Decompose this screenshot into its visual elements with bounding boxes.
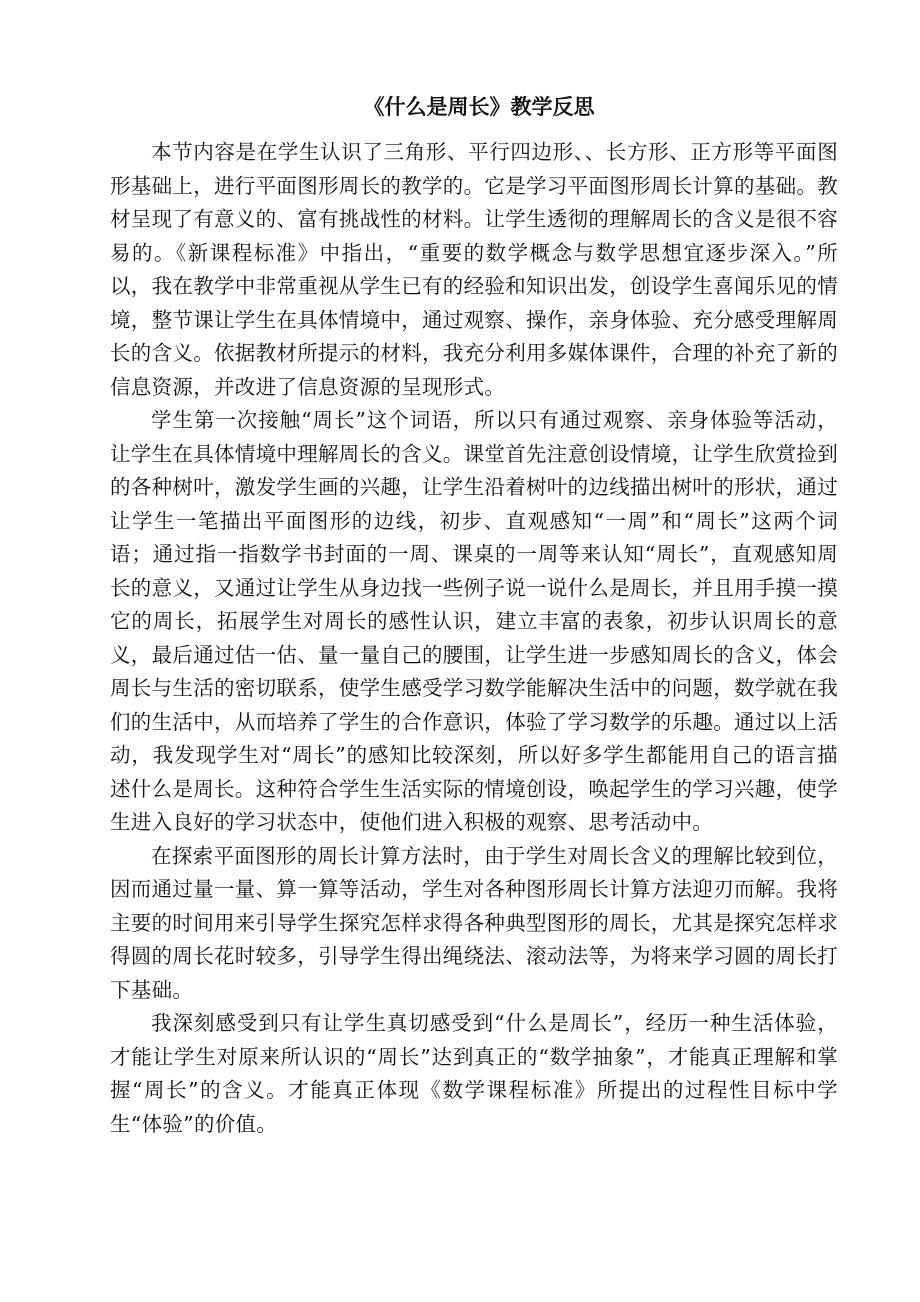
- paragraph-2: 学生第一次接触“周长”这个词语，所以只有通过观察、亲身体验等活动，让学生在具体情境中理解周长的含义。课堂首先注意创设情境，让学生欣赏捡到的各种树叶，激发学生画的兴趣，让学生沿着树叶的边线描出树叶的形状，通过让学生一笔描出平面图形的边线，初步、直观感知“一周”和“周长”这两个词语；通过指一指数学书封面的一周、课桌的一周等来认知“周长”，直观感知周长的意义，又通过让学生从身边找一些例子说一说什么是周长，并且用手摸一摸它的周长，拓展学生对周长的感性认识，建立丰富的表象，初步认识周长的意义，最后通过估一估、量一量自己的腰围，让学生进一步感知周长的含义，体会周长与生活的密切联系，使学生感受学习数学能解决生活中的问题，数学就在我们的生活中，从而培养了学生的合作意识，体验了学习数学的乐趣。通过以上活动，我发现学生对“周长”的感知比较深刻，所以好多学生都能用自己的语言描述什么是周长。这种符合学生生活实际的情境创设，唤起学生的学习兴趣，使学生进入良好的学习状态中，使他们进入积极的观察、思考活动中。: [110, 408, 838, 834]
- paragraph-1: 本节内容是在学生认识了三角形、平行四边形、、长方形、正方形等平面图形基础上，进行平面图形周长的教学的。它是学习平面图形周长计算的基础。教材呈现了有意义的、富有挑战性的材料。让学生透彻的理解周长的含义是很不容易的。《新课程标准》中指出，“重要的数学概念与数学思想宜逐步深入。”所以，我在教学中非常重视从学生已有的经验和知识出发，创设学生喜闻乐见的情境，整节课让学生在具体情境中，通过观察、操作，亲身体验、充分感受理解周长的含义。依据教材所提示的材料，我充分利用多媒体课件，合理的补充了新的信息资源，并改进了信息资源的呈现形式。: [110, 140, 838, 399]
- document-title: 《什么是周长》教学反思: [363, 95, 595, 119]
- paragraph-3: 在探索平面图形的周长计算方法时，由于学生对周长含义的理解比较到位，因而通过量一量、算一算等活动，学生对各种图形周长计算方法迎刃而解。我将主要的时间用来引导学生探究怎样求得各种典型图形的周长，尤其是探究怎样求得圆的周长花时较多，引导学生得出绳绕法、滚动法等，为将来学习圆的周长打下基础。: [110, 843, 838, 1002]
- paragraph-4: 我深刻感受到只有让学生真切感受到“什么是周长”，经历一种生活体验，才能让学生对原来所认识的“周长”达到真正的“数学抽象”，才能真正理解和掌握“周长”的含义。才能真正体现《数学课程标准》所提出的过程性目标中学生“体验”的价值。: [110, 1011, 838, 1136]
